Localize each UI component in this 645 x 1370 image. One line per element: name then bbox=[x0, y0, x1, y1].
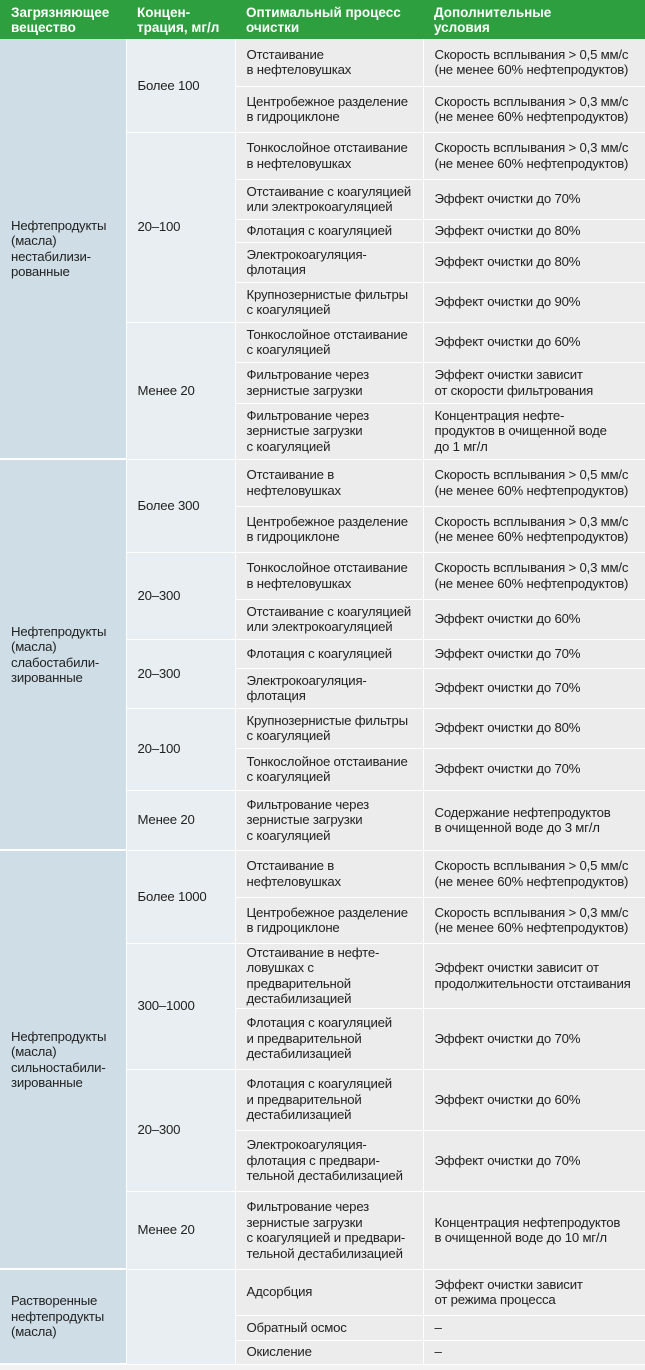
process-cell: Электрокоагуляция- флотация bbox=[235, 668, 423, 708]
process-cell: Отстаивание в нефте- ловушках с предварительной дестабилизацией bbox=[235, 943, 423, 1008]
conditions-cell: Скорость всплывания > 0,3 мм/с (не менее 60% нефтепродуктов) bbox=[423, 897, 645, 943]
process-cell: Флотация с коагуляцией и предварительной дестабилизацией bbox=[235, 1069, 423, 1130]
process-cell: Центробежное разделение в гидроциклоне bbox=[235, 506, 423, 552]
process-cell: Отстаивание в нефтеловушках bbox=[235, 459, 423, 506]
table-row bbox=[0, 459, 645, 506]
concentration-cell bbox=[126, 1269, 235, 1364]
substance-cell: Нефтепродукты (масла) сильностабили- зированные bbox=[0, 850, 126, 1269]
conditions-cell: Эффект очистки до 70% bbox=[423, 639, 645, 668]
conditions-cell: Эффект очистки до 70% bbox=[423, 668, 645, 708]
process-cell: Электрокоагуляция- флотация с предвари- тельной дестабилизацией bbox=[235, 1130, 423, 1191]
conditions-cell: Эффект очистки зависит от скорости фильтрования bbox=[423, 362, 645, 403]
conditions-cell: Эффект очистки зависит от продолжительности отстаивания bbox=[423, 943, 645, 1008]
header-process: Оптимальный процесс очистки bbox=[235, 0, 423, 39]
process-cell: Фильтрование через зернистые загрузки с коагуляцией bbox=[235, 790, 423, 850]
process-cell: Отстаивание с коагуляцией или электрокоагуляцией bbox=[235, 599, 423, 639]
header-conditions: Дополнительные условия bbox=[423, 0, 645, 39]
table-body bbox=[0, 39, 645, 1364]
conditions-cell: Эффект очистки до 80% bbox=[423, 242, 645, 282]
concentration-cell: Менее 20 bbox=[126, 1191, 235, 1269]
process-cell: Флотация с коагуляцией bbox=[235, 639, 423, 668]
conditions-cell: Скорость всплывания > 0,3 мм/с (не менее 60% нефтепродуктов) bbox=[423, 506, 645, 552]
process-cell: Отстаивание в нефтеловушках bbox=[235, 39, 423, 86]
conditions-cell: Концентрация нефтепродуктов в очищенной воде до 10 мг/л bbox=[423, 1191, 645, 1269]
conditions-cell: Скорость всплывания > 0,3 мм/с (не менее 60% нефтепродуктов) bbox=[423, 132, 645, 179]
process-cell: Тонкослойное отстаивание в нефтеловушках bbox=[235, 552, 423, 599]
header-row bbox=[0, 0, 645, 39]
conditions-cell: Эффект очистки до 70% bbox=[423, 1008, 645, 1069]
concentration-cell: 20–300 bbox=[126, 639, 235, 708]
concentration-cell: Более 100 bbox=[126, 39, 235, 132]
concentration-cell: 20–100 bbox=[126, 132, 235, 322]
process-cell: Фильтрование через зернистые загрузки bbox=[235, 362, 423, 403]
conditions-cell: Скорость всплывания > 0,5 мм/с (не менее 60% нефтепродуктов) bbox=[423, 39, 645, 86]
process-cell: Крупнозернистые фильтры с коагуляцией bbox=[235, 282, 423, 322]
substance-cell: Растворенные нефтепродукты (масла) bbox=[0, 1269, 126, 1364]
concentration-cell: 20–300 bbox=[126, 1069, 235, 1191]
process-cell: Центробежное разделение в гидроциклоне bbox=[235, 897, 423, 943]
process-cell: Флотация с коагуляцией и предварительной дестабилизацией bbox=[235, 1008, 423, 1069]
substance-cell: Нефтепродукты (масла) нестабилизи- рованные bbox=[0, 39, 126, 459]
table-row bbox=[0, 1269, 645, 1315]
process-cell: Крупнозернистые фильтры с коагуляцией bbox=[235, 708, 423, 748]
process-cell: Отстаивание в нефтеловушках bbox=[235, 850, 423, 897]
conditions-cell: Эффект очистки до 60% bbox=[423, 599, 645, 639]
process-cell: Отстаивание с коагуляцией или электрокоагуляцией bbox=[235, 179, 423, 219]
conditions-cell: Скорость всплывания > 0,3 мм/с (не менее 60% нефтепродуктов) bbox=[423, 552, 645, 599]
concentration-cell: 20–300 bbox=[126, 552, 235, 639]
conditions-cell: Эффект очистки до 80% bbox=[423, 219, 645, 242]
concentration-cell: Менее 20 bbox=[126, 790, 235, 850]
process-cell: Центробежное разделение в гидроциклоне bbox=[235, 86, 423, 132]
concentration-cell: 20–100 bbox=[126, 708, 235, 790]
conditions-cell: Эффект очистки до 90% bbox=[423, 282, 645, 322]
conditions-cell: Скорость всплывания > 0,5 мм/с (не менее 60% нефтепродуктов) bbox=[423, 850, 645, 897]
conditions-cell: Эффект очистки до 70% bbox=[423, 179, 645, 219]
conditions-cell: Эффект очистки до 70% bbox=[423, 1130, 645, 1191]
conditions-cell: Эффект очистки до 80% bbox=[423, 708, 645, 748]
process-cell: Фильтрование через зернистые загрузки с коагуляцией bbox=[235, 403, 423, 459]
conditions-cell: Эффект очистки до 60% bbox=[423, 1069, 645, 1130]
conditions-cell: Эффект очистки до 60% bbox=[423, 322, 645, 362]
conditions-cell: Содержание нефтепродуктов в очищенной воде до 3 мг/л bbox=[423, 790, 645, 850]
process-cell: Фильтрование через зернистые загрузки с коагуляцией и предвари- тельной дестабилизацией bbox=[235, 1191, 423, 1269]
conditions-cell: Эффект очистки до 70% bbox=[423, 748, 645, 790]
concentration-cell: Более 300 bbox=[126, 459, 235, 552]
concentration-cell: Более 1000 bbox=[126, 850, 235, 943]
table-row bbox=[0, 39, 645, 86]
process-cell: Электрокоагуляция- флотация bbox=[235, 242, 423, 282]
process-cell: Тонкослойное отстаивание с коагуляцией bbox=[235, 322, 423, 362]
concentration-cell: 300–1000 bbox=[126, 943, 235, 1069]
process-cell: Адсорбция bbox=[235, 1269, 423, 1315]
table-row bbox=[0, 850, 645, 897]
conditions-cell: Скорость всплывания > 0,3 мм/с (не менее 60% нефтепродуктов) bbox=[423, 86, 645, 132]
header-concentration: Концен- трация, мг/л bbox=[126, 0, 235, 39]
conditions-cell: – bbox=[423, 1315, 645, 1340]
process-cell: Окисление bbox=[235, 1340, 423, 1364]
process-cell: Тонкослойное отстаивание с коагуляцией bbox=[235, 748, 423, 790]
conditions-cell: – bbox=[423, 1340, 645, 1364]
substance-cell: Нефтепродукты (масла) слабостабили- зированные bbox=[0, 459, 126, 850]
concentration-cell: Менее 20 bbox=[126, 322, 235, 459]
conditions-cell: Скорость всплывания > 0,5 мм/с (не менее 60% нефтепродуктов) bbox=[423, 459, 645, 506]
conditions-cell: Концентрация нефте- продуктов в очищенной воде до 1 мг/л bbox=[423, 403, 645, 459]
process-cell: Флотация с коагуляцией bbox=[235, 219, 423, 242]
process-cell: Обратный осмос bbox=[235, 1315, 423, 1340]
conditions-cell: Эффект очистки зависит от режима процесса bbox=[423, 1269, 645, 1315]
process-cell: Тонкослойное отстаивание в нефтеловушках bbox=[235, 132, 423, 179]
header-substance: Загрязняющее вещество bbox=[0, 0, 126, 39]
